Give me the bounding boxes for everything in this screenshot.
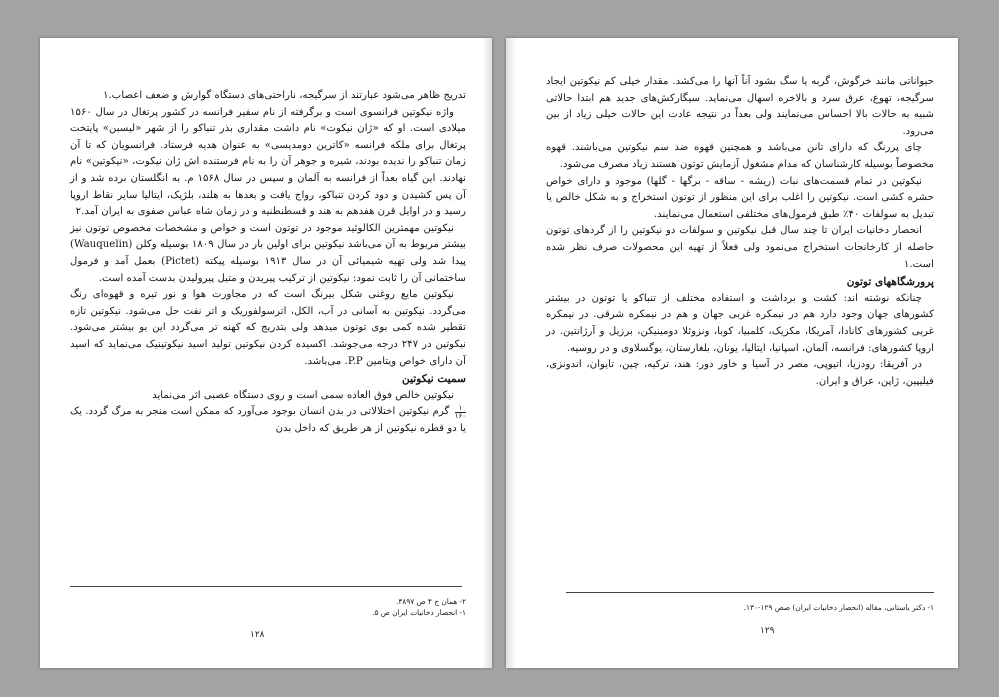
fraction <box>455 405 466 420</box>
gutter-shadow <box>482 38 492 668</box>
footnote: ۱- انحصار دخانیات ایران ص ۵. <box>372 608 466 617</box>
paragraph: نیکوتین مهمترین الکالوئید موجود در توتون است و خواص و مشخصات مخصوص توتون نیز بیشتر مربوط به آن می‌باشد نیکوتین برای اولین بار در سال ۱۸۰۹ بوسیله وکلن (Wauquelin) پیدا شد ولی تهیه شیمیائی آن در سال ۱۹۱۳ بوسیله پیکته (Pictet) بعمل آمد و فرمول ساختمانی آن را ثابت نمود: نیکوتین از ترکیب پیریدن و متیل پیرولیدن بدست آمده است. <box>70 222 466 284</box>
paragraph-text: گرم نیکوتین اختلالاتی در بدن انسان بوجود می‌آورد که ممکن است منجر به مرگ گردد. یک یا دو قطره نیکوتین از هر طریق که داخل بدن <box>70 406 466 434</box>
paragraph-with-fraction <box>70 404 466 437</box>
fraction-denominator: ۱۶۰ <box>454 412 466 421</box>
gutter-shadow <box>506 38 516 668</box>
paragraph: انحصار دخانیات ایران تا چند سال قبل نیکوتین و سولفات دو نیکوتین را از گردهای توتون حاصله از کارخانجات استخراج می‌نمود ولی فعلاً از تهیه این محصولات صرف نظر شده است.۱ <box>546 225 934 270</box>
paragraph: چای پررنگ که دارای تانن می‌باشد و همچنین قهوه ضد سم نیکوتین می‌باشند. قهوه مخصوصاً بوسیله کارشناسان که مدام مشغول آزمایش توتون هستند زیاد مصرف می‌شود. <box>546 142 934 170</box>
section-heading: سمیت نیکوتین <box>402 373 466 386</box>
paragraph: نیکوتین خالص فوق العاده سمی است و روی دستگاه عصبی اثر می‌نماید <box>152 389 454 401</box>
footnotes <box>744 602 934 613</box>
page-body-text <box>70 88 466 437</box>
footnotes <box>372 596 466 618</box>
paragraph: حیواناتی مانند خرگوش، گربه یا سگ بشود آناً آنها را می‌کشد. مقدار خیلی کم نیکوتین ایجاد سرگیجه، تهوع، عرق سرد و بالاخره اسهال می‌نماید. سیگارکش‌های جدید هم ابتدا حالاتی شبیه به حالات بالا احساس می‌نمایند ولی بعداً در نتیجه عادت این حالات خیلی زیاد از بین می‌رود. <box>546 76 934 137</box>
footnote: ۱- دکتر باستانی، مقاله (انحصار دخانیات ایران) صص ۱۲۹-۱۳۰. <box>743 603 934 612</box>
paragraph: در آفریقا: رودزیا، اتیوپی، مصر در آسیا و خاور دور: هند، ترکیه، چین، تایوان، اندونزی، فیلیپین، ژاپن، عراق و ایران. <box>546 359 934 387</box>
page-number: ۱۲۹ <box>760 626 775 636</box>
fraction-numerator: ۱ <box>455 405 466 413</box>
footnote-divider <box>70 586 462 587</box>
section-heading: پرورشگاههای توتون <box>846 276 934 289</box>
paragraph: نیکوتین در تمام قسمت‌های نبات (ریشه - ساقه - برگها - گلها) موجود و دارای خواص حشره کشی است. نیکوتین را اغلب برای این منظور از توتون استخراج و به شکل خالص یا تبدیل به سولفات ۴۰٪ طبق فرمول‌های مختلفی استعمال می‌نمایند. <box>546 175 934 220</box>
book-page-right <box>506 38 958 668</box>
paragraph: نیکوتین مایع روغنی شکل بیرنگ است که در مجاورت هوا و نور تیره و قهوه‌ای رنگ می‌گردد. نیکوتین به آسانی در آب، الکل، اترسولفوریک و اتر نفت حل می‌شود. نیکوتین تازه تقطیر شده کمی بوی توتون میدهد ولی بتدریج که کهنه تر می‌گردد این بو بیشتر می‌شود. نیکوتین در ۲۴۷ درجه می‌جوشد. اکسیده کردن نیکوتین تولید اسید نیکوتینیک می‌نماید که اسید آن دارای خواص ویتامین P.P. می‌باشد. <box>70 289 466 367</box>
paragraph: واژه نیکوتین فرانسوی است و برگرفته از نام سفیر فرانسه در کشور پرتغال در سال ۱۵۶۰ میلادی است. او که «ژان نیکوت» نام داشت مقداری بذر تنباکو را از شهر «لیسبن» پایتخت پرتغال برای ملکه فرانسه «کاترین دومدیسی» به عنوان هدیه فرستاد. فرانسویان که تا آن زمان تنباکو را ندیده بودند، شیره و جوهر آن را به نام فرستنده اش ژان نیکوت، «نیکوتین» نام نهادند. این گیاه بعداً از فرانسه به آلمان و سپس در سال ۱۵۶۸ م. به انگلستان برده شد و از آن پس کشیدن و دود کردن تنباکو، رواج یافت و بعدها به هلند، بلژیک، ایتالیا سایر نقاط اروپا رسید و در اوایل قرن هفدهم به هند و قسطنطنیه و در زمان شاه عباس صفوی به ایران آمد.۲ <box>70 106 466 218</box>
page-body-text <box>546 74 934 390</box>
footnote: ۲- همان ج ۴ ص ۴۸۹۷. <box>395 597 466 606</box>
book-page-left <box>40 38 492 668</box>
footnote-divider <box>566 592 934 593</box>
page-number: ۱۲۸ <box>250 630 265 640</box>
paragraph: تدریج ظاهر می‌شود عبارتند از سرگیجه، ناراحتی‌های دستگاه گوارش و ضعف اعصاب.۱ <box>103 90 466 101</box>
paragraph: چنانکه نوشته اند: کشت و برداشت و استفاده مختلف از تنباکو یا توتون در بیشتر کشورهای جهان وجود دارد هم در نیمکره غربی جهان و هم در نیمکره شرقی. در نیمکره غربی کشورهای کانادا، آمریکا، مکزیک، کلمبیا، کوبا، ونزوئلا دومینیکن، برزیل و آرژانتین. در اروپا کشورهای: فرانسه، آلمان، اسپانیا، ایتالیا، یونان، بلغارستان، یوگسلاوی و در روسیه. <box>546 292 934 354</box>
